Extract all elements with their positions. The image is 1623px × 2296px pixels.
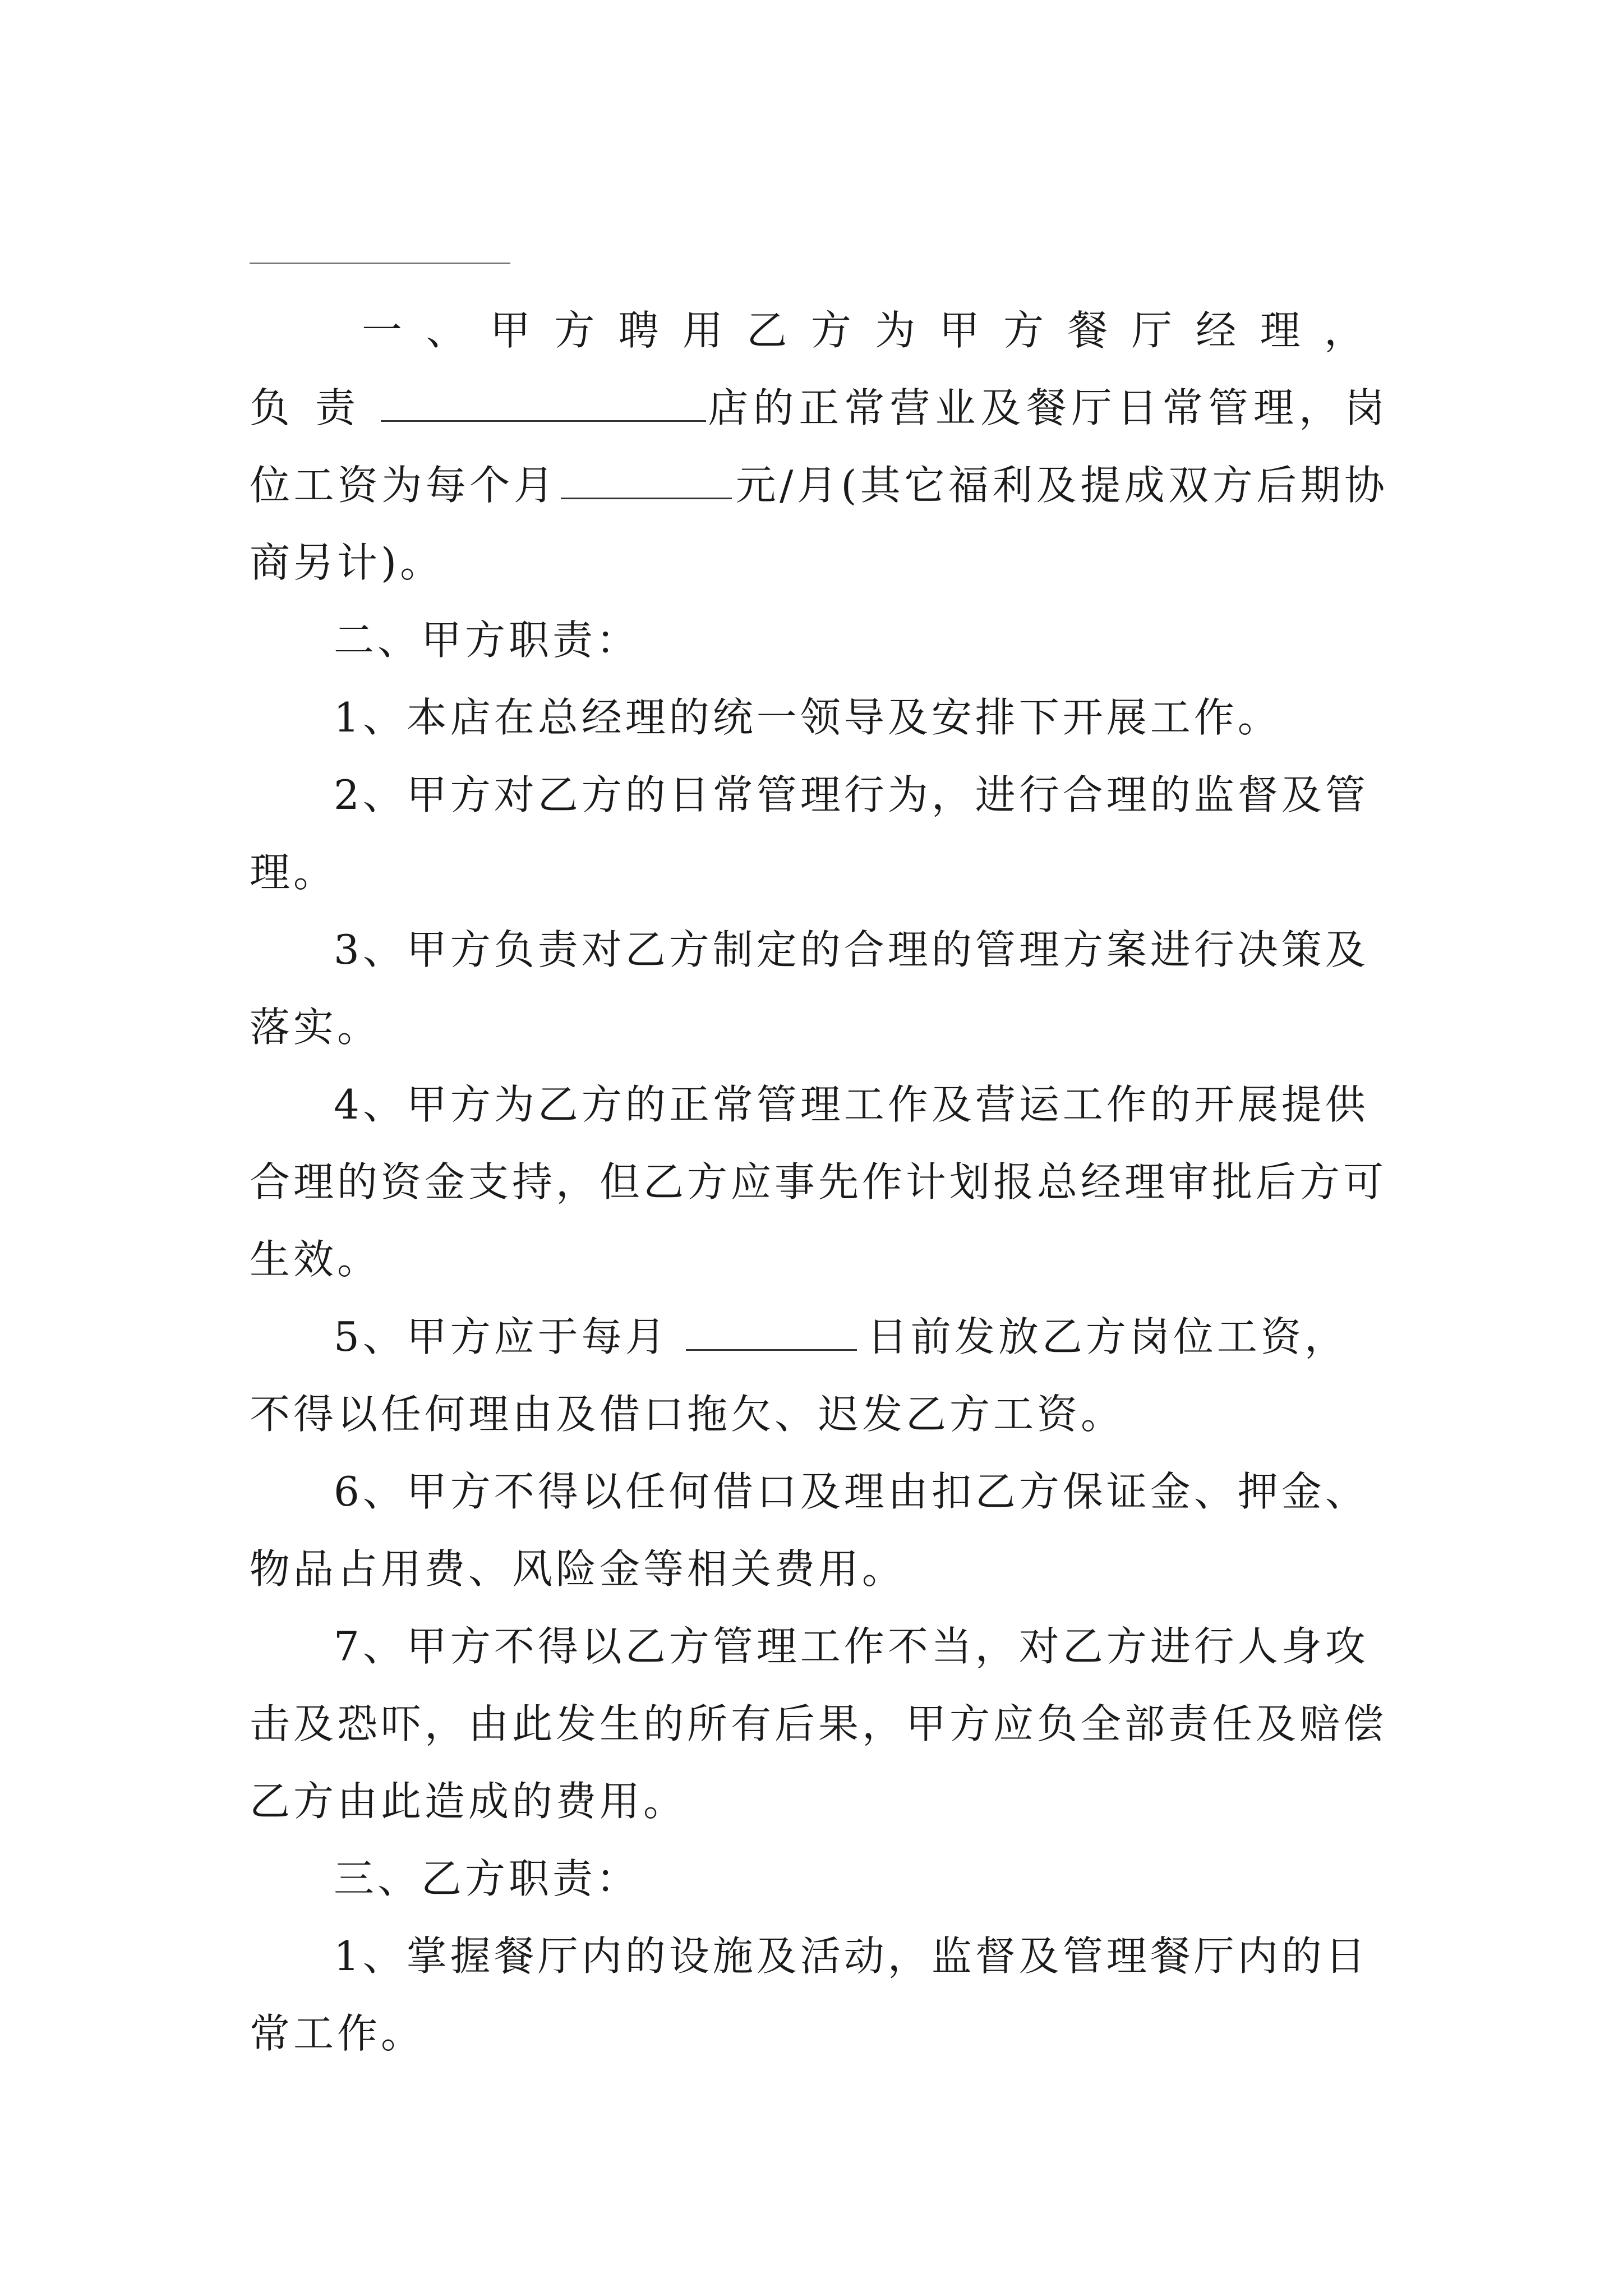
section-3-title: 三、乙方职责： <box>334 1855 640 1902</box>
document-body <box>250 292 1388 2072</box>
clause-1-text-c: 元/月(其它福利及提成双方后期协商另计)。 <box>250 462 1388 586</box>
store-name-blank <box>381 386 706 422</box>
section-2-item-5-text-b: 日前发放乙方岗位工资，不得以任何理由及借口拖欠、迟发乙方工资。 <box>250 1313 1348 1438</box>
header-rule <box>250 263 510 264</box>
clause-1 <box>250 292 1388 601</box>
section-2-item-6: 6、甲方不得以任何借口及理由扣乙方保证金、押金、物品占用费、风险金等相关费用。 <box>250 1468 1369 1593</box>
section-3-item-1: 1、掌握餐厅内的设施及活动，监督及管理餐厅内的日常工作。 <box>250 1932 1369 2057</box>
section-2-item-4: 4、甲方为乙方的正常管理工作及营运工作的开展提供合理的资金支持，但乙方应事先作计划报总经理审批后方可生效。 <box>250 1081 1387 1283</box>
section-2-title: 二、甲方职责： <box>334 616 640 664</box>
section-2-item-7: 7、甲方不得以乙方管理工作不当，对乙方进行人身攻击及恐吓，由此发生的所有后果，甲方应负全部责任及赔偿乙方由此造成的费用。 <box>250 1623 1387 1825</box>
section-2-item-5-text-a: 5、甲方应于每月 <box>334 1313 669 1360</box>
clause-1-text-b: 店的正常营业及餐厅日常管理，岗位工资为每个月 <box>250 384 1388 509</box>
clause-1-text-a: 一、甲方聘用乙方为甲方餐厅经理，负责 <box>250 307 1388 431</box>
salary-amount-blank <box>561 464 732 499</box>
section-2-item-3: 3、甲方负责对乙方制定的合理的管理方案进行决策及落实。 <box>250 926 1369 1051</box>
section-2-item-1: 1、本店在总经理的统一领导及安排下开展工作。 <box>334 694 1281 741</box>
section-2-item-2: 2、甲方对乙方的日常管理行为，进行合理的监督及管理。 <box>250 771 1369 896</box>
pay-day-blank <box>686 1315 857 1351</box>
section-2-item-5 <box>250 1298 1388 1453</box>
